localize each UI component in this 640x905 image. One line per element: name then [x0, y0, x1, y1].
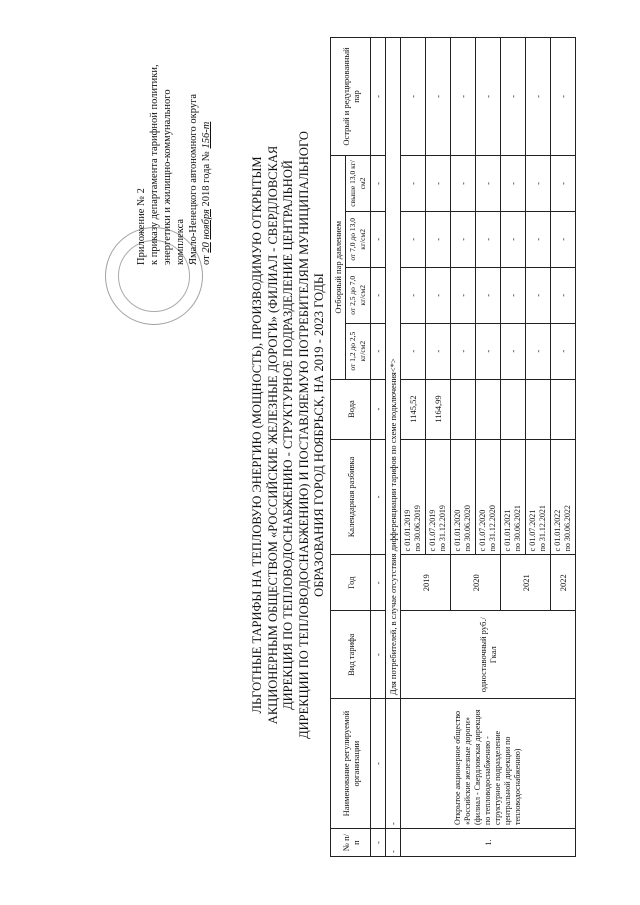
- date-year: 2018 года №: [201, 151, 212, 207]
- dash-cell: -: [386, 829, 401, 857]
- dash-cell: -: [526, 155, 551, 211]
- water-value: [526, 379, 551, 439]
- dash-cell: -: [401, 323, 426, 379]
- dash-cell: -: [426, 211, 451, 267]
- dash-cell: -: [371, 267, 386, 323]
- order-number: 156-т: [201, 121, 212, 149]
- table-row: [401, 38, 426, 857]
- dash-cell: -: [371, 323, 386, 379]
- dash-cell: -: [451, 155, 476, 211]
- dash-cell: -: [426, 155, 451, 211]
- dash-cell: -: [476, 267, 501, 323]
- row-year: 2022: [551, 555, 576, 611]
- dash-cell: -: [401, 155, 426, 211]
- calendar-cell: с 01.07.2021 по 31.12.2021: [526, 439, 551, 555]
- header-steam-1: от 1,2 до 2,5 кг/см2: [346, 323, 371, 379]
- row-year: 2019: [401, 555, 451, 611]
- dash-cell: -: [371, 611, 386, 699]
- dash-cell: -: [371, 439, 386, 555]
- header-tariff: Вид тарифа: [331, 611, 371, 699]
- dash-cell: -: [526, 267, 551, 323]
- calendar-cell: с 01.01.2022 по 30.06.2022: [551, 439, 576, 555]
- dash-cell: -: [401, 38, 426, 156]
- appendix-line: Приложение № 2: [136, 188, 147, 265]
- dash-cell: -: [451, 323, 476, 379]
- dash-cell: -: [551, 323, 576, 379]
- dash-cell: -: [401, 267, 426, 323]
- water-value: [501, 379, 526, 439]
- dash-cell: -: [551, 38, 576, 156]
- header-steam-3: от 7,0 до 13,0 кг/см2: [346, 211, 371, 267]
- dash-cell: -: [426, 38, 451, 156]
- dash-cell: -: [476, 38, 501, 156]
- header-steam: Отборный пар давлением: [331, 155, 346, 379]
- dash-cell: -: [526, 211, 551, 267]
- dash-cell: -: [371, 699, 386, 829]
- dash-cell: -: [371, 379, 386, 439]
- date-day: 20: [201, 242, 212, 253]
- header-sharp-steam: Острый и редуцированный пар: [331, 38, 371, 156]
- header-year: Год: [331, 555, 371, 611]
- dash-cell: -: [526, 323, 551, 379]
- water-value: 1164,99: [426, 379, 451, 439]
- date-prefix: от: [201, 255, 212, 265]
- dash-cell: -: [501, 155, 526, 211]
- header-calendar: Календарная разбивка: [331, 439, 371, 555]
- calendar-cell: с 01.07.2019 по 31.12.2019: [426, 439, 451, 555]
- dash-cell: -: [371, 155, 386, 211]
- row-year: 2021: [501, 555, 551, 611]
- dash-cell: -: [551, 267, 576, 323]
- calendar-cell: с 01.01.2021 по 30.06.2021: [501, 439, 526, 555]
- dash-cell: -: [501, 267, 526, 323]
- dash-cell: -: [476, 323, 501, 379]
- appendix-line: Ямало-Ненецкого автономного округа: [188, 93, 199, 265]
- calendar-cell: с 01.07.2020 по 31.12.2020: [476, 439, 501, 555]
- dash-cell: -: [371, 38, 386, 156]
- appendix-line: комплекса: [175, 218, 186, 265]
- dash-cell: -: [476, 155, 501, 211]
- appendix-line: энергетики и жилищно-коммунального: [162, 89, 173, 265]
- section-note: Для потребителей, в случае отсутствия дифференциации тарифов по схеме подключения<*>: [386, 38, 401, 699]
- dash-cell: -: [476, 211, 501, 267]
- dash-cell: -: [401, 211, 426, 267]
- dash-cell: -: [501, 38, 526, 156]
- water-value: [551, 379, 576, 439]
- row-org: Открытое акционерное общество «Российские железные дороги» (филиал - Свердловская дирекция по тепловодоснабжению - структурное подразделение центральной дирекции по тепловодоснабжению): [401, 699, 576, 829]
- header-num: № п/п: [331, 829, 371, 857]
- dash-cell: -: [501, 211, 526, 267]
- row-num: 1.: [401, 829, 576, 857]
- header-water: Вода: [331, 379, 371, 439]
- dash-row: [371, 38, 386, 857]
- dash-cell: -: [371, 555, 386, 611]
- water-value: [476, 379, 501, 439]
- calendar-cell: с 01.01.2019 по 30.06.2019: [401, 439, 426, 555]
- dash-cell: -: [551, 211, 576, 267]
- dash-cell: -: [551, 155, 576, 211]
- date-month: ноября: [201, 209, 212, 240]
- dash-cell: -: [371, 211, 386, 267]
- header-org: Наименование регулируемой организации: [331, 699, 371, 829]
- dash-cell: -: [371, 829, 386, 857]
- dash-cell: -: [526, 38, 551, 156]
- section-row: [386, 38, 401, 857]
- dash-cell: -: [426, 267, 451, 323]
- dash-cell: -: [386, 699, 401, 829]
- water-value: 1145,52: [401, 379, 426, 439]
- appendix-block: [135, 30, 213, 265]
- row-year: 2020: [451, 555, 501, 611]
- header-steam-4: свыше 13,0 кг/см2: [346, 155, 371, 211]
- dash-cell: -: [451, 267, 476, 323]
- appendix-date-line: [200, 30, 213, 265]
- dash-cell: -: [501, 323, 526, 379]
- header-row: [331, 38, 346, 857]
- appendix-line: к приказу департамента тарифной политики,: [149, 64, 160, 265]
- dash-cell: -: [451, 38, 476, 156]
- row-tariff: одноставочный руб./Гкал: [401, 611, 576, 699]
- dash-cell: -: [451, 211, 476, 267]
- dash-cell: -: [426, 323, 451, 379]
- calendar-cell: с 01.01.2020 по 30.06.2020: [451, 439, 476, 555]
- tariff-table: [330, 37, 576, 857]
- document-title: ЛЬГОТНЫЕ ТАРИФЫ НА ТЕПЛОВУЮ ЭНЕРГИЮ (МОЩНОСТЬ), ПРОИЗВОДИМУЮ ОТКРЫТЫМ АКЦИОНЕРНЫМ ОБЩЕСТВОМ «РОССИЙСКИЕ ЖЕЛЕЗНЫЕ ДОРОГИ» (ФИЛИАЛ - СВЕРДЛОВСКАЯ ДИРЕКЦИЯ ПО ТЕПЛОВОДОСНАБЖЕНИЮ - СТРУКТУРНОЕ ПОДРАЗДЕЛЕНИЕ ЦЕНТРАЛЬНОЙ ДИРЕКЦИИ ПО ТЕПЛОВОДОСНАБЖЕНИЮ) И ПОСТАВЛЯЕМУЮ ПОТРЕБИТЕЛЯМ МУНИЦИПАЛЬНОГО ОБРАЗОВАНИЯ ГОРОД НОЯБРЬСК, НА 2019 - 2023 ГОДЫ: [250, 131, 326, 739]
- water-value: [451, 379, 476, 439]
- header-steam-2: от 2,5 до 7,0 кг/см2: [346, 267, 371, 323]
